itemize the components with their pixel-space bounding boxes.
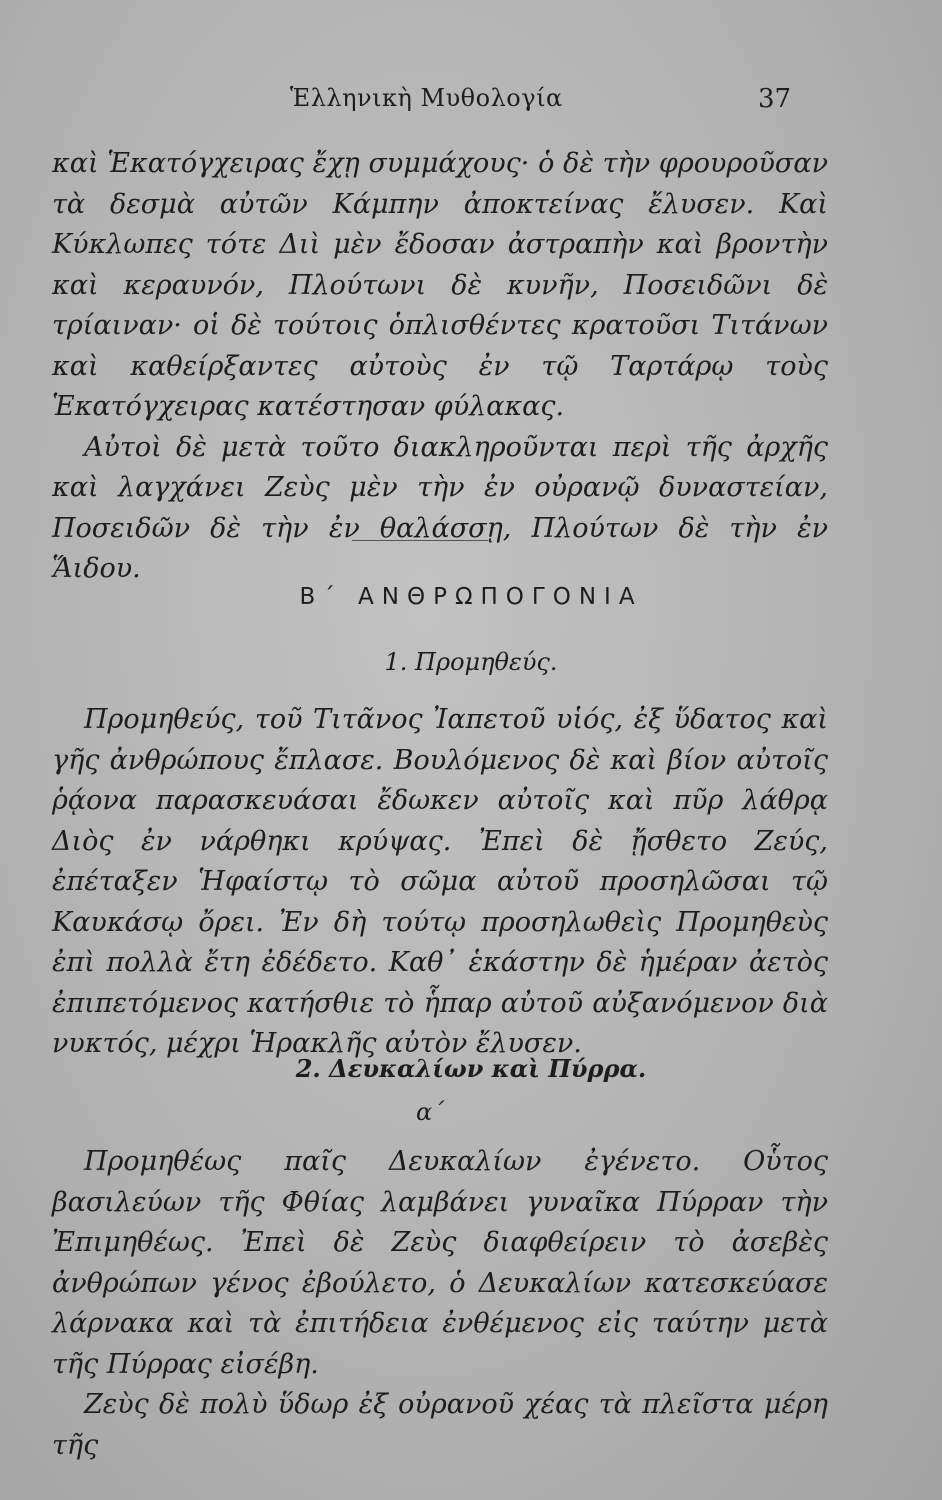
paragraph: Προμηθεύς, τοῦ Τιτᾶνος Ἰαπετοῦ υἱός, ἐξ ὕδατος καὶ γῆς ἀνθρώπους ἔπλασε. Βουλόμενος δὲ καὶ βίον αὐτοῖς ῥᾴονα παρασκευάσαι ἔδωκεν αὐτοῖς καὶ πῦρ λάθρᾳ Διὸς ἐν νάρθηκι κρύψας. Ἐπεὶ δὲ ᾔσθετο Ζεύς, ἐπέταξεν Ἡφαίστῳ τὸ σῶμα αὐτοῦ προσηλῶσαι τῷ Καυκάσῳ ὄρει. Ἐν δὴ τούτῳ προσηλωθεὶς Προμηθεὺς ἐπὶ πολλὰ ἔτη ἐδέδετο. Καθ᾽ ἑκάστην δὲ ἡμέραν ἀετὸς ἐπιπετόμενος κατήσθιε τὸ ἧπαρ αὐτοῦ αὐξανόμενον διὰ νυκτός, μέχρι Ἡρακλῆς αὐτὸν ἔλυσεν. (52, 704, 828, 1059)
text-block-top (52, 144, 828, 590)
subsection-title-deucalion: 2. Δευκαλίων καὶ Πύρρα. (295, 1054, 647, 1083)
page-header (0, 84, 942, 124)
page-number: 37 (758, 84, 792, 114)
paragraph: καὶ Ἑκατόγχειρας ἔχῃ συμμάχους· ὁ δὲ τὴν φρουροῦσαν τὰ δεσμὰ αὐτῶν Κάμπην ἀποκτείνας ἔλυσεν. Καὶ Κύκλωπες τότε Διὶ μὲν ἔδοσαν ἀστραπὴν καὶ βροντὴν καὶ κεραυνόν, Πλούτωνι δὲ κυνῆν, Ποσειδῶνι δὲ τρίαιναν· οἱ δὲ τούτοις ὁπλισθέντες κρατοῦσι Τιτάνων καὶ καθείρξαντες αὐτοὺς ἐν τῷ Ταρτάρῳ τοὺς Ἑκατόγχειρας κατέστησαν φύλακας. (52, 148, 828, 422)
paragraph: Προμηθέως παῖς Δευκαλίων ἐγένετο. Οὗτος βασιλεύων τῆς Φθίας λαμβάνει γυναῖκα Πύρραν τὴν Ἐπιμηθέως. Ἐπεὶ δὲ Ζεὺς διαφθείρειν τὸ ἀσεβὲς ἀνθρώπων γένος ἐβούλετο, ὁ Δευκαλίων κατεσκεύασε λάρνακα καὶ τὰ ἐπιτήδεια ἐνθέμενος εἰς ταύτην μετὰ τῆς Πύρρας εἰσέβη. (52, 1146, 828, 1380)
running-title: Ἑλληνικὴ Μυθολογία (290, 84, 563, 112)
subsection-title-prometheus: 1. Προμηθεύς. (384, 648, 558, 676)
subsection-letter: α΄ (416, 1098, 445, 1126)
paragraph: Αὐτοὶ δὲ μετὰ τοῦτο διακληροῦνται περὶ τῆς ἀρχῆς καὶ λαγχάνει Ζεὺς μὲν τὴν ἐν οὐρανῷ δυναστείαν, Ποσειδῶν δὲ τὴν ἐν θαλάσσῃ, Πλούτων δὲ τὴν ἐν Ἅιδου. (52, 431, 828, 584)
text-block-deucalion (52, 1142, 828, 1466)
section-title: Β΄ ΑΝΘΡΩΠΟΓΟΝΙΑ (299, 584, 643, 610)
text-block-prometheus (52, 700, 828, 1065)
paragraph: Ζεὺς δὲ πολὺ ὕδωρ ἐξ οὐρανοῦ χέας τὰ πλεῖστα μέρη τῆς (52, 1389, 828, 1461)
section-divider (352, 540, 488, 541)
